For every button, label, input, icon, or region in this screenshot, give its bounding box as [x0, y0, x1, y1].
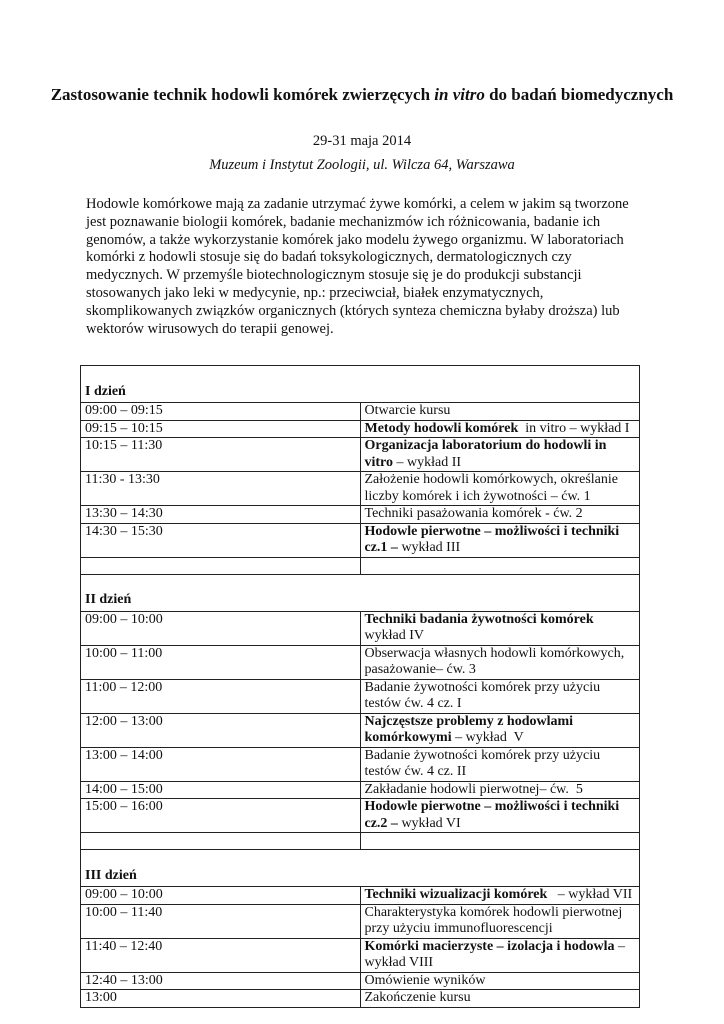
session-time: 12:40 – 13:00	[81, 972, 361, 990]
session-title-text: Zakładanie hodowli pierwotnej– ćw. 5	[364, 781, 583, 797]
schedule-row	[81, 679, 640, 713]
schedule-row	[81, 904, 640, 938]
schedule-row	[81, 887, 640, 905]
schedule-row	[81, 781, 640, 799]
session-title-bold: Metody hodowli komórek	[364, 420, 519, 436]
session-description	[360, 679, 640, 713]
session-time: 14:00 – 15:00	[81, 781, 361, 799]
session-title-text: Obserwacja własnych hodowli komórkowych, pasażowanie– ćw. 3	[364, 645, 628, 677]
session-title-bold: Techniki wizualizacji komórek	[364, 887, 548, 902]
schedule-row	[81, 611, 640, 645]
session-description	[360, 403, 640, 421]
day-label: III dzień	[81, 850, 640, 887]
day-label: I dzień	[81, 366, 640, 403]
session-title-bold: Hodowle pierwotne – możliwości i techniki cz.1 –	[364, 523, 620, 555]
session-description	[360, 438, 640, 472]
session-description	[360, 972, 640, 990]
title-part2: do badań biomedycznych	[484, 85, 674, 104]
title-italic: in vitro	[434, 85, 485, 104]
session-time: 10:00 – 11:40	[81, 904, 361, 938]
day-header-row	[81, 850, 640, 887]
schedule-row	[81, 713, 640, 747]
title-part1: Zastosowanie technik hodowli komórek zwierzęcych	[50, 85, 435, 104]
session-title-bold: Techniki badania żywotności komórek	[364, 611, 594, 627]
session-time: 11:30 - 13:30	[81, 472, 361, 506]
day-header-row	[81, 366, 640, 403]
session-title-text: in vitro – wykład I	[518, 420, 630, 436]
empty-cell	[360, 833, 640, 850]
session-title-bold: Hodowle pierwotne – możliwości i techniki cz.2 –	[364, 799, 620, 831]
intro-paragraph: Hodowle komórkowe mają za zadanie utrzymać żywe komórki, a celem w jakim są tworzone jest poznawanie biologii komórek, badanie mechanizmów ich różnicowania, badanie ich genomów, a także wykorzystanie komórek jako modelu żywego organizmu. W laboratoriach komórki z hodowli stosuje się do badań toksykologicznych, dermatologicznych czy medycznych. W przemyśle biotechnologicznym stosuje się je do produkcji substancji stosowanych jako leki w medycynie, np.: przeciwciał, białek enzymatycznych, skomplikowanych związków organicznych (których synteza chemiczna byłaby droższa) lub wektorów wirusowych do terapii genowej.	[86, 196, 629, 337]
session-title-text: Badanie żywotności komórek przy użyciu testów ćw. 4 cz. II	[364, 747, 604, 779]
session-time: 09:00 – 10:00	[81, 611, 361, 645]
session-time: 09:00 – 10:00	[81, 887, 361, 905]
session-title-text: Techniki pasażowania komórek - ćw. 2	[364, 506, 583, 521]
session-time: 09:00 – 09:15	[81, 403, 361, 421]
session-description	[360, 420, 640, 438]
session-time: 15:00 – 16:00	[81, 799, 361, 833]
session-description	[360, 938, 640, 972]
session-title-text: Zakończenie kursu	[364, 990, 471, 1005]
session-time: 13:00 – 14:00	[81, 747, 361, 781]
session-description	[360, 506, 640, 524]
empty-cell	[81, 557, 361, 574]
schedule-row	[81, 472, 640, 506]
session-description	[360, 747, 640, 781]
empty-cell	[360, 557, 640, 574]
session-description	[360, 611, 640, 645]
session-time: 10:15 – 11:30	[81, 438, 361, 472]
session-title-text: – wykład VII	[547, 887, 633, 902]
schedule-row	[81, 506, 640, 524]
schedule-row	[81, 990, 640, 1008]
schedule-row	[81, 645, 640, 679]
schedule-row	[81, 972, 640, 990]
session-title-text: – wykład VIII	[364, 938, 629, 970]
schedule-row	[81, 747, 640, 781]
session-description	[360, 472, 640, 506]
session-title-bold: Organizacja laboratorium do hodowli in vitro	[364, 438, 607, 470]
session-time: 11:00 – 12:00	[81, 679, 361, 713]
session-title-text: wykład III	[397, 540, 461, 555]
session-title-text: Charakterystyka komórek hodowli pierwotnej przy użyciu immunofluorescencji	[364, 904, 626, 936]
session-description	[360, 523, 640, 557]
session-title-text: Założenie hodowli komórkowych, określanie liczby komórek i ich żywotności – ćw. 1	[364, 472, 622, 504]
session-title-bold: Najczęstsze problemy z hodowlami komórkowymi	[364, 713, 574, 745]
event-venue: Muzeum i Instytut Zoologii, ul. Wilcza 64, Warszawa	[209, 157, 515, 173]
session-time: 14:30 – 15:30	[81, 523, 361, 557]
day-header-row	[81, 574, 640, 611]
session-description	[360, 645, 640, 679]
session-description	[360, 887, 640, 905]
session-time: 13:30 – 14:30	[81, 506, 361, 524]
session-description	[360, 799, 640, 833]
session-title-text: Otwarcie kursu	[364, 403, 451, 418]
session-description	[360, 713, 640, 747]
session-title-text: Badanie żywotności komórek przy użyciu testów ćw. 4 cz. I	[364, 679, 604, 711]
session-time: 11:40 – 12:40	[81, 938, 361, 972]
session-time: 10:00 – 11:00	[81, 645, 361, 679]
session-description	[360, 781, 640, 799]
event-date: 29-31 maja 2014	[312, 133, 412, 149]
empty-cell	[81, 833, 361, 850]
session-title-text: wykład IV	[364, 611, 601, 643]
session-title-text: – wykład V	[451, 730, 524, 745]
schedule-row	[81, 523, 640, 557]
session-title-text: Omówienie wyników	[364, 972, 486, 988]
schedule-row	[81, 403, 640, 421]
schedule-row	[81, 438, 640, 472]
document-title	[0, 84, 724, 105]
day-label: II dzień	[81, 574, 640, 611]
schedule-row	[81, 799, 640, 833]
schedule-row	[81, 938, 640, 972]
session-time: 12:00 – 13:00	[81, 713, 361, 747]
session-description	[360, 990, 640, 1008]
session-title-bold: Komórki macierzyste – izolacja i hodowla	[364, 938, 615, 954]
session-time: 09:15 – 10:15	[81, 420, 361, 438]
session-description	[360, 904, 640, 938]
session-time: 13:00	[81, 990, 361, 1008]
session-title-text: – wykład II	[393, 454, 462, 470]
session-title-text: wykład VI	[397, 815, 461, 831]
schedule-table	[80, 365, 640, 1008]
spacer-row	[81, 557, 640, 574]
schedule-row	[81, 420, 640, 438]
spacer-row	[81, 833, 640, 850]
